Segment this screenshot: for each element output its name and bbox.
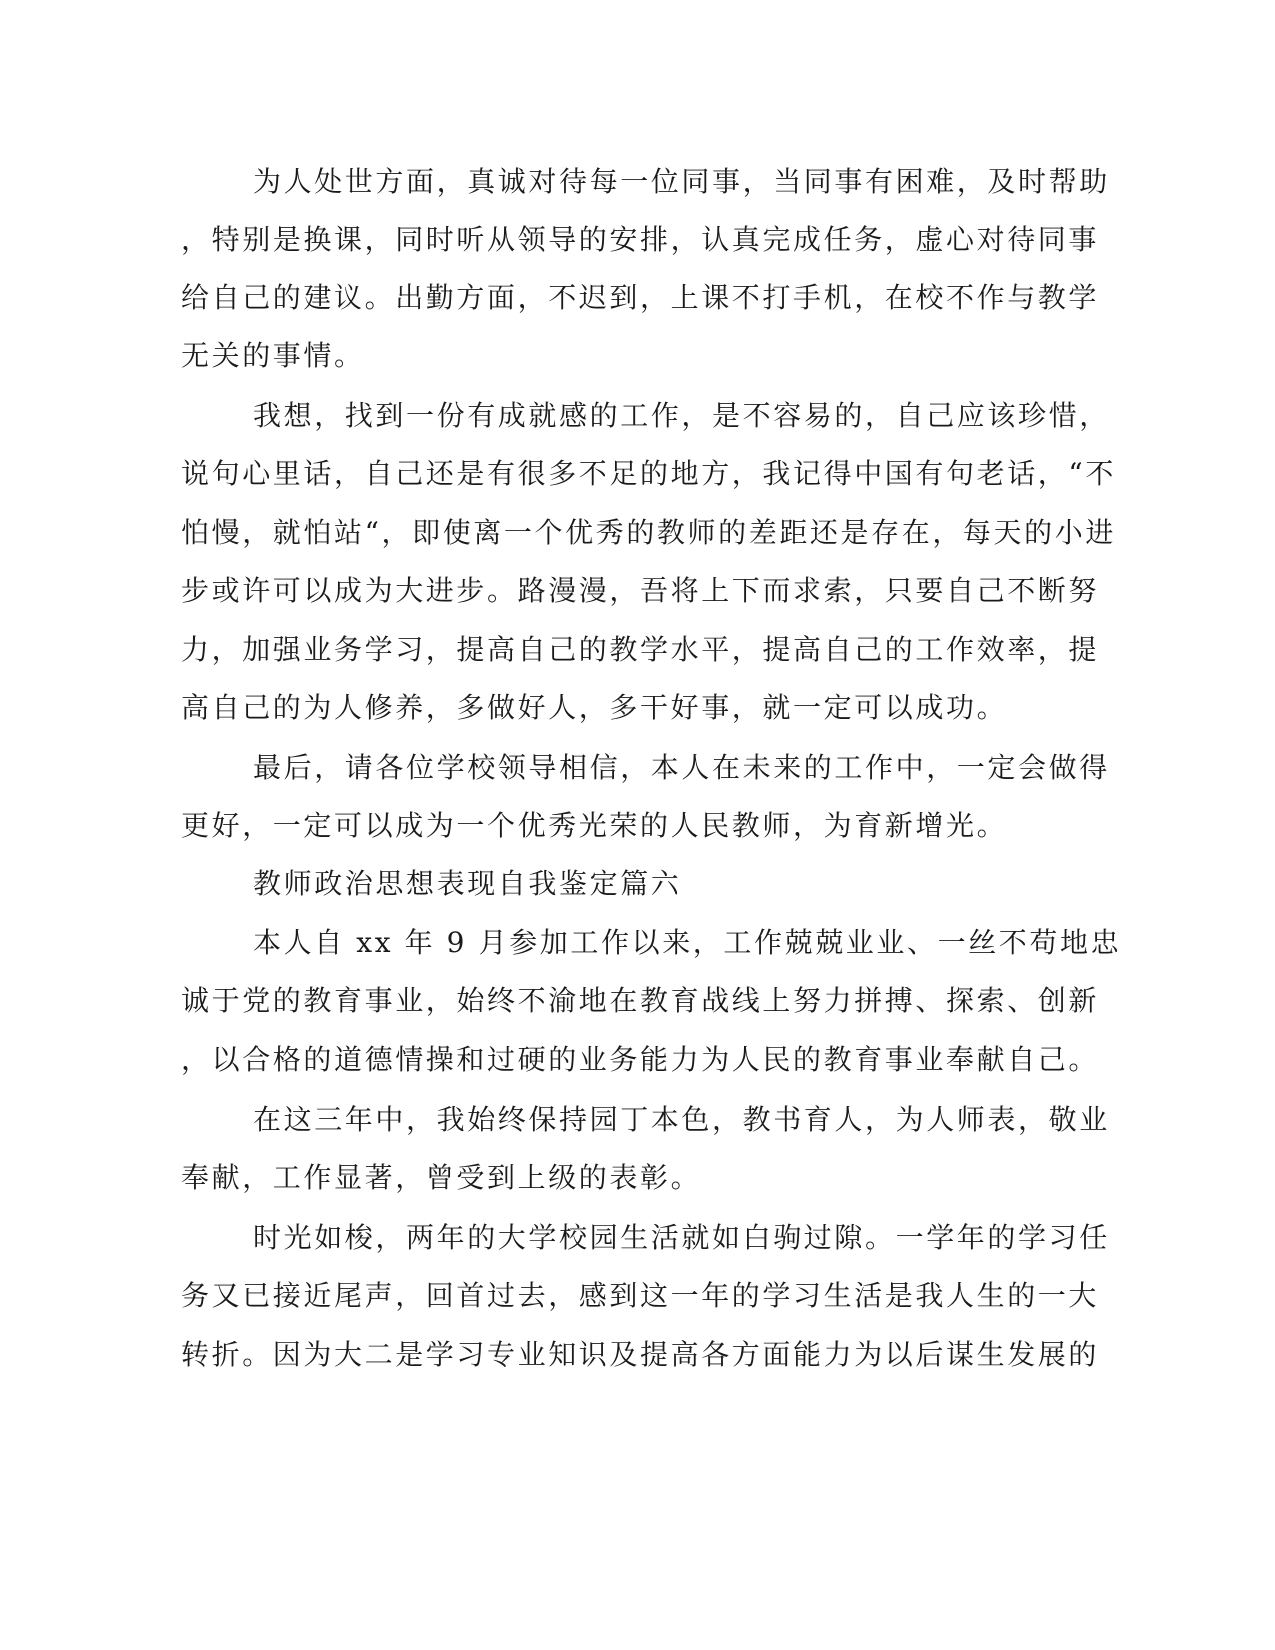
- text-line: 怕慢，就怕站“，即使离一个优秀的教师的差距还是存在，每天的小进: [181, 516, 1116, 549]
- text-line: 务又已接近尾声，回首过去，感到这一年的学习生活是我人生的一大: [181, 1279, 1100, 1312]
- section-heading: 教师政治思想表现自我鉴定篇六: [253, 867, 682, 900]
- text-line: 力，加强业务学习，提高自己的教学水平，提高自己的工作效率，提: [181, 633, 1100, 666]
- text-line: ，特别是换课，同时听从领导的安排，认真完成任务，虚心对待同事: [181, 223, 1100, 256]
- text-line: 无关的事情。: [181, 339, 365, 372]
- text-line: 转折。因为大二是学习专业知识及提高各方面能力为以后谋生发展的: [181, 1338, 1100, 1371]
- text-line: 诚于党的教育事业，始终不渝地在教育战线上努力拼搏、探索、创新: [181, 984, 1100, 1017]
- text-line: 高自己的为人修养，多做好人，多干好事，就一定可以成功。: [181, 691, 1008, 724]
- text-line: 本人自 xx 年 9 月参加工作以来，工作兢兢业业、一丝不苟地忠: [253, 926, 1122, 959]
- text-line: 最后，请各位学校领导相信，本人在未来的工作中，一定会做得: [253, 751, 1110, 784]
- text-line: 步或许可以成为大进步。路漫漫，吾将上下而求索，只要自己不断努: [181, 574, 1100, 607]
- text-line: ，以合格的道德情操和过硬的业务能力为人民的教育事业奉献自己。: [181, 1043, 1100, 1076]
- text-line: 在这三年中，我始终保持园丁本色，教书育人，为人师表，敬业: [253, 1103, 1110, 1136]
- text-line: 时光如梭，两年的大学校园生活就如白驹过隙。一学年的学习任: [253, 1221, 1110, 1254]
- text-line: 奉献，工作显著，曾受到上级的表彰。: [181, 1161, 702, 1194]
- text-line: 更好，一定可以成为一个优秀光荣的人民教师，为育新增光。: [181, 809, 1008, 842]
- text-line: 给自己的建议。出勤方面，不迟到，上课不打手机，在校不作与教学: [181, 281, 1100, 314]
- text-line: 说句心里话，自己还是有很多不足的地方，我记得中国有句老话，“不: [181, 457, 1116, 490]
- text-line: 我想，找到一份有成就感的工作，是不容易的，自己应该珍惜，: [253, 399, 1110, 432]
- text-line: 为人处世方面，真诚对待每一位同事，当同事有困难，及时帮助: [253, 165, 1110, 198]
